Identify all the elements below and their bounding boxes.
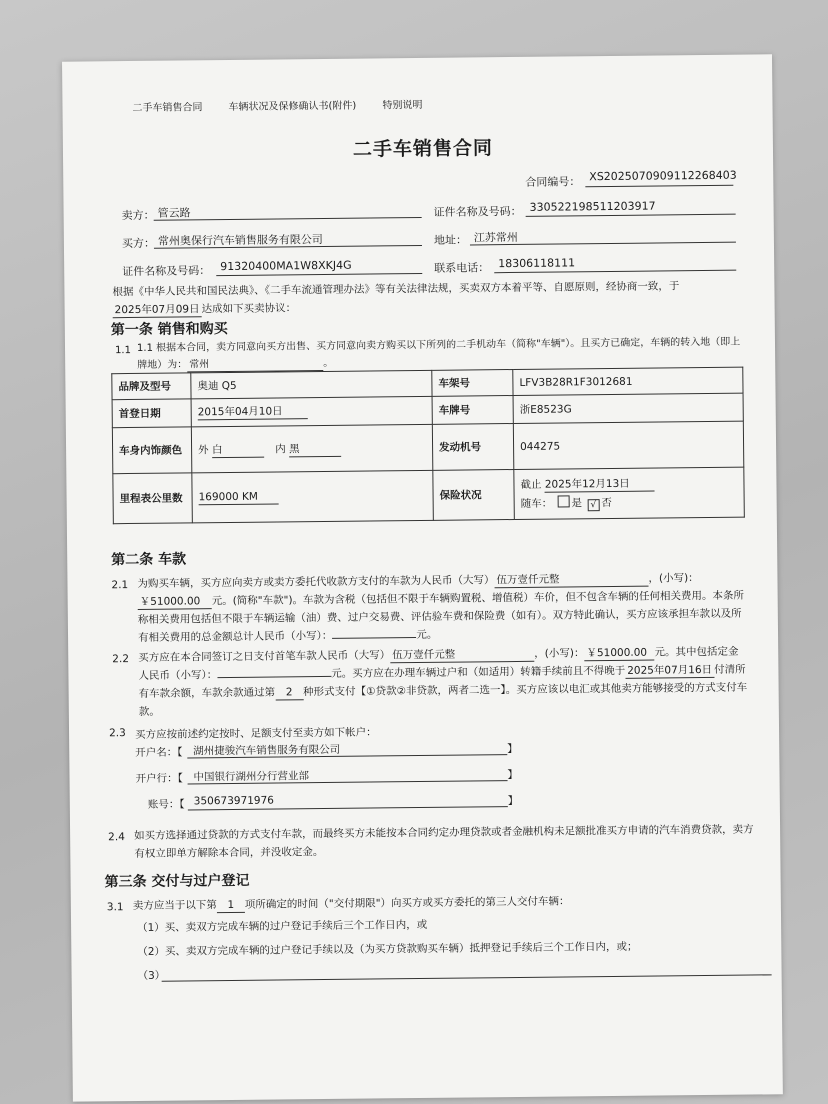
vin-label: 车架号 — [432, 370, 513, 397]
buyer-name: 常州奥保行汽车销售服务有限公司 — [157, 232, 323, 248]
insurance-label: 保险状况 — [433, 470, 515, 521]
buyer-label: 买方： — [121, 236, 155, 251]
vin-value: LFV3B28R1F3012681 — [513, 367, 743, 395]
brand-label: 品牌及型号 — [112, 373, 191, 400]
exterior-color: 白 — [212, 442, 264, 458]
address: 江苏常州 — [473, 230, 518, 245]
seller-id-underline — [526, 214, 736, 217]
first-payment-lower: ￥51000.00 — [584, 647, 654, 662]
section-1-title: 第一条 销售和购买 — [110, 320, 228, 339]
reg-date-label: 首登日期 — [112, 399, 191, 428]
clause-3-1-num: 3.1 — [106, 901, 124, 914]
preamble: 根据《中华人民共和国民法典》、《二手车流通管理办法》等有关法律法规，买卖双方本着平等、自愿原则，经协商一致，于2025年07月09日 达成如下买卖协议： — [112, 277, 742, 320]
clause-1-1: 1.1 根据本合同，卖方同意向买方出售、买方同意向卖方购买以下所列的二手机动车（简称"车辆"）。且买方已确定，车辆的转入地（即上牌地）为： 常州 。 — [136, 336, 741, 371]
account-no: 350673971976 — [193, 794, 275, 808]
contract-no-underline — [585, 185, 733, 188]
mileage-value: 169000 KM — [192, 470, 434, 523]
delivery-option: 1 — [217, 899, 245, 913]
account-bank-label: 开户行：【 — [135, 772, 183, 785]
clause-2-1-num: 2.1 — [111, 579, 129, 592]
phone: 18306118111 — [498, 256, 576, 271]
color-value: 外 白 内 黑 — [191, 424, 432, 473]
section-3-title: 第三条 交付与过户登记 — [104, 872, 250, 891]
account-name-close: 】 — [507, 742, 518, 756]
clause-2-1: 为购买车辆，买方应向卖方或卖方委托代收款方支付的车款为人民币（大写） 伍万壹仟元整 ，(小写)：￥51000.00 元。(简称"车款")。车款为含税（包括但不限于车辆购置税、增值税）车价，但不包含车辆的任何相关费用。本条所称相关费用包括但不限于车辆运输（油）费、过户交易费、评估验车费和保险费（如有）。双方特此确认，买方应该承担车款以及所有相关费用的总金额总计人民币（小写）： 元。 — [137, 572, 745, 644]
first-payment-upper: 伍万壹仟元整 — [390, 648, 534, 664]
buyer-id-underline — [216, 273, 422, 276]
clause-1-1-num: 1.1 — [114, 345, 132, 357]
clause-2-2: 买方应在本合同签订之日支付首笔车款人民币（大写） 伍万壹仟元整 ，(小写)： ￥51000.00 元。其中包括定金人民币（小写）： 元。买方应在办理车辆过户和（如适用）转籍手续前且不得晚于 2025年07月16日 付清所有车款余额，车款余款通过第 2 种形式支付【①贷款②非贷款，两者二选一】。买方应该以电汇或其他卖方能够接受的方式支付车款。 — [138, 645, 748, 718]
account-no-close: 】 — [507, 794, 519, 808]
buyer-id: 91320400MA1W8XKJ4G — [220, 258, 352, 274]
account-name-label: 开户名：【 — [135, 746, 183, 759]
engine-label: 发动机号 — [432, 424, 513, 471]
color-label: 车身内饰颜色 — [112, 427, 191, 474]
delivery-option-3-underline — [162, 974, 772, 981]
tab-sales-contract[interactable]: 二手车销售合同 — [132, 102, 203, 114]
mileage-label: 里程表公里数 — [113, 473, 193, 524]
clause-2-4-num: 2.4 — [108, 831, 125, 844]
account-bank-close: 】 — [507, 768, 519, 782]
clause-2-4: 如买方选择通过贷款的方式支付车款，而最终买方未能按本合同约定办理贷款或者金融机构未足额批准买方申请的汽车消费贷款，卖方有权立即单方解除本合同，并没收定金。 — [134, 823, 754, 861]
contract-page — [62, 54, 783, 1101]
page-title: 二手车销售合同 — [352, 137, 494, 161]
follow-yes-checkbox[interactable] — [557, 495, 569, 507]
plate-label: 车牌号 — [432, 396, 513, 425]
seller-id-label: 证件名称及号码： — [433, 204, 522, 219]
account-name: 湖州捷骏汽车销售服务有限公司 — [193, 743, 341, 758]
phone-underline — [494, 270, 736, 274]
address-label: 地址： — [433, 233, 467, 247]
delivery-option-3: （3） — [137, 969, 166, 982]
contract-no: XS2025070909112268403 — [589, 168, 737, 184]
seller-underline — [154, 217, 422, 221]
total-amount — [332, 637, 416, 639]
seller-label: 卖方： — [121, 208, 155, 223]
tab-special-notes[interactable]: 特别说明 — [382, 99, 423, 112]
engine-value: 044275 — [513, 421, 743, 469]
clause-2-3-num: 2.3 — [108, 727, 126, 740]
price-lower: ￥51000.00 — [138, 595, 212, 610]
clause-3-1: 卖方应当于以下第 1 项所确定的时间（"交付期限"）向买方或买方委托的第三人交付车辆： — [132, 895, 570, 913]
account-bank: 中国银行湖州分行营业部 — [193, 770, 310, 784]
seller-id: 330522198511203917 — [529, 199, 656, 214]
vehicle-info-table — [111, 367, 745, 525]
tab-vehicle-condition[interactable]: 车辆状况及保修确认书(附件) — [228, 100, 357, 113]
payment-deadline: 2025年07月16日 — [625, 664, 714, 679]
follow-no-checkbox[interactable]: √ — [587, 499, 599, 511]
section-2-title: 第二条 车款 — [111, 551, 187, 569]
account-no-label: 账号：【 — [147, 798, 185, 811]
plate-value: 浙E8523G — [513, 393, 743, 423]
insurance-date: 2025年12月13日 — [545, 477, 655, 493]
insurance-value: 截止 2025年12月13日 随车： 是 √ 否 — [514, 467, 745, 519]
preamble-date: 2025年07月09日 — [113, 303, 202, 318]
clause-2-3: 买方应按前述约定按时、足额支付至卖方如下帐户： — [135, 726, 377, 741]
phone-label: 联系电话： — [434, 261, 490, 275]
delivery-option-2: （2）买、卖双方完成车辆的过户登记手续以及（为买方贷款购买车辆）抵押登记手续后三个工作日内，或； — [137, 940, 638, 958]
interior-color: 黑 — [289, 441, 341, 457]
payment-method-option: 2 — [275, 686, 303, 700]
brand-value: 奥迪 Q5 — [191, 370, 432, 399]
reg-date-value: 2015年04月10日 — [191, 396, 432, 427]
contract-no-label: 合同编号： — [525, 175, 581, 189]
price-upper: 伍万壹仟元整 — [494, 573, 648, 589]
deposit-amount — [217, 676, 331, 678]
registration-city: 常州 — [187, 357, 323, 372]
delivery-option-1: （1）买、卖双方完成车辆的过户登记手续后三个工作日内，或 — [137, 918, 428, 934]
clause-2-2-num: 2.2 — [112, 653, 130, 666]
buyer-id-label: 证件名称及号码： — [122, 264, 211, 279]
seller-name: 管云路 — [157, 206, 191, 220]
